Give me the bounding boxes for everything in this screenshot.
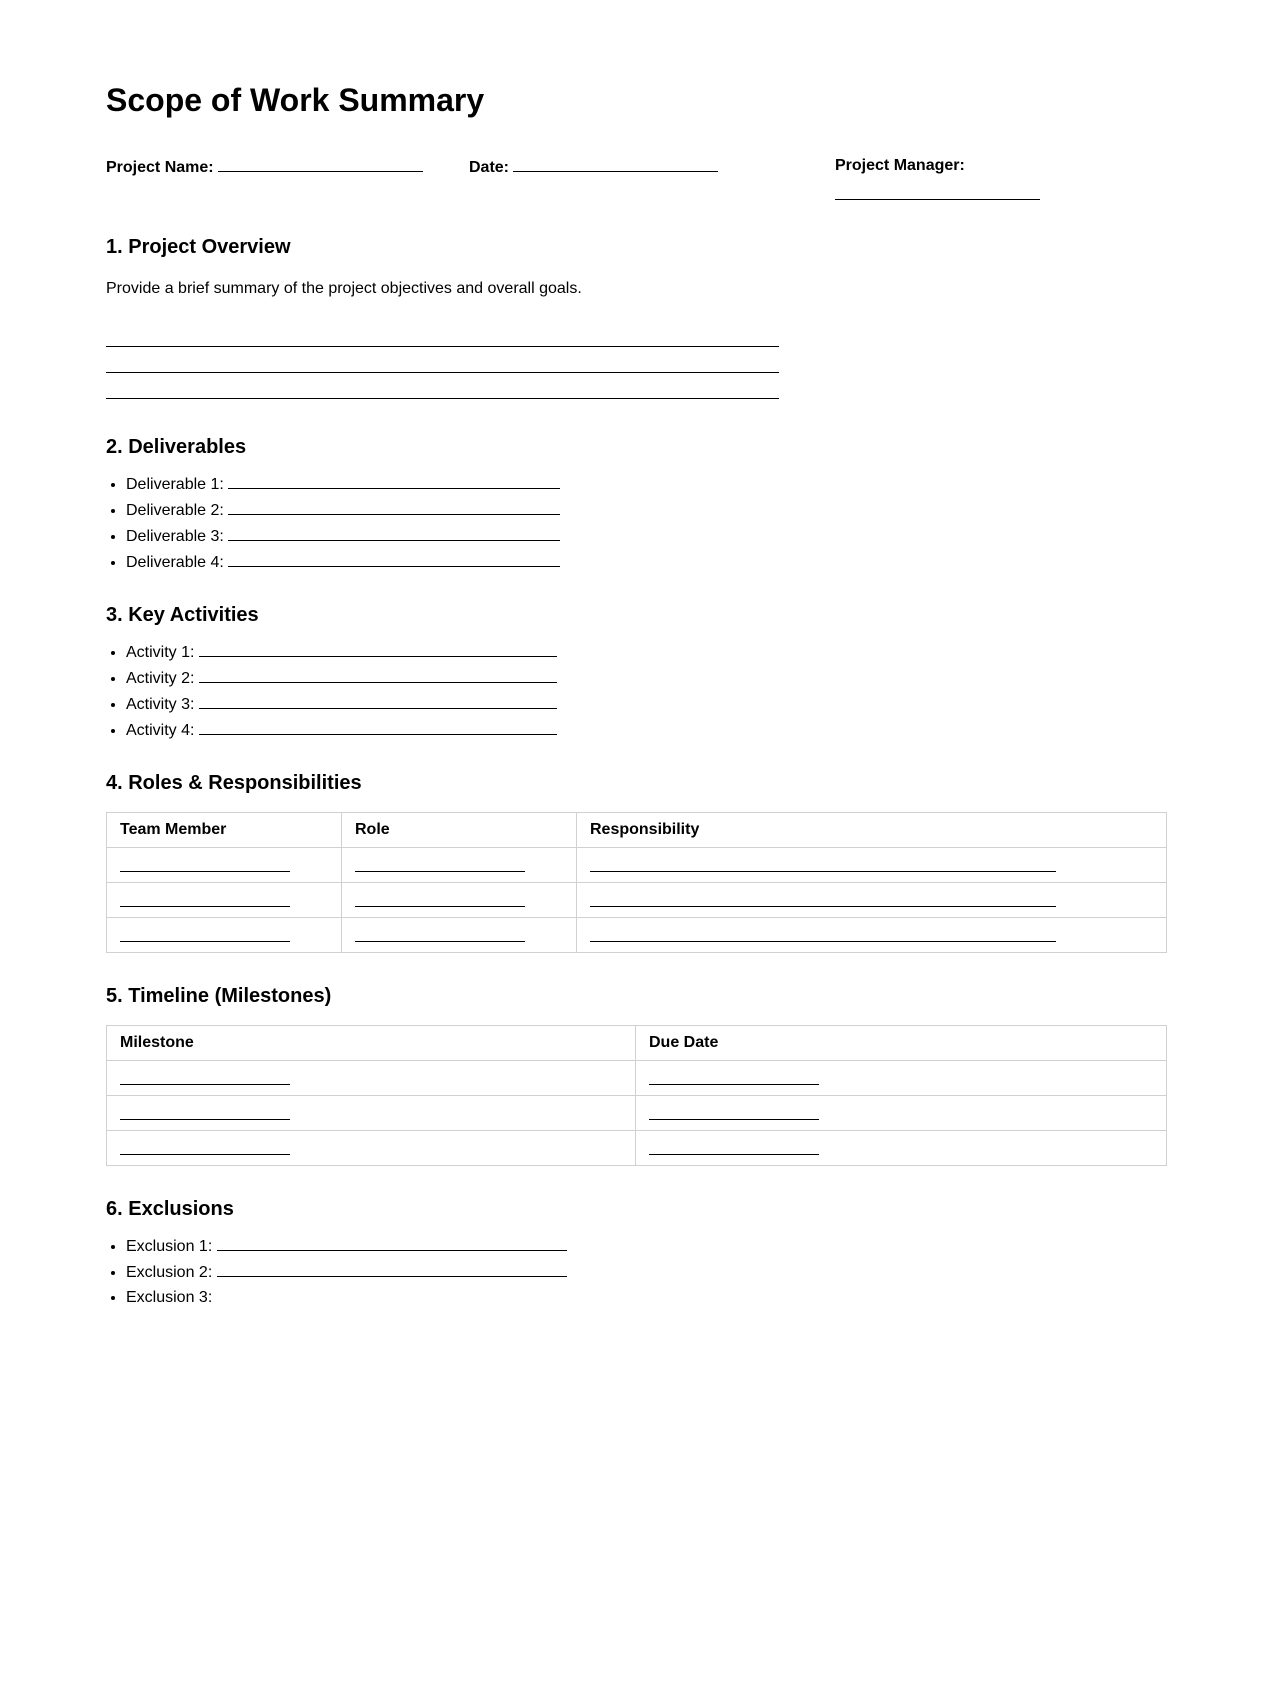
list-item [126,1236,567,1262]
column-header-due-date: Due Date [636,1026,1167,1061]
table-cell [107,1096,636,1131]
team-member-blank[interactable] [120,853,290,872]
column-header-team-member: Team Member [107,813,342,848]
deliverable-blank[interactable] [228,526,560,541]
deliverable-label: Deliverable 4: [126,554,224,571]
list-item [126,1262,567,1288]
deliverable-blank[interactable] [228,500,560,515]
responsibility-blank[interactable] [590,888,1056,907]
timeline-table [106,1025,1167,1166]
overview-line[interactable] [106,398,779,399]
deliverable-label: Deliverable 3: [126,528,224,545]
responsibility-blank[interactable] [590,923,1056,942]
deliverable-label: Deliverable 1: [126,476,224,493]
project-name-label: Project Name: [106,159,214,176]
deliverable-blank[interactable] [228,552,560,567]
team-member-blank[interactable] [120,923,290,942]
table-row [107,1131,1167,1166]
list-item [126,668,557,694]
list-item [126,694,557,720]
date-field [469,157,718,177]
overview-instruction: Provide a brief summary of the project objectives and overall goals. [106,280,582,297]
roles-heading: 4. Roles & Responsibilities [106,772,362,794]
deliverable-label: Deliverable 2: [126,502,224,519]
table-cell [107,1131,636,1166]
table-cell [636,1096,1167,1131]
table-row [107,918,1167,953]
exclusions-list [106,1236,567,1314]
table-cell [107,918,342,953]
list-item [126,1288,567,1314]
activity-blank[interactable] [199,668,557,683]
column-header-responsibility: Responsibility [577,813,1167,848]
table-row [107,1096,1167,1131]
list-item [126,474,560,500]
activity-label: Activity 3: [126,696,195,713]
deliverables-heading: 2. Deliverables [106,436,247,458]
project-manager-blank[interactable] [835,185,1040,200]
table-cell [636,1131,1167,1166]
exclusion-blank[interactable] [217,1236,567,1251]
project-manager-field [835,157,1040,205]
activity-blank[interactable] [199,720,557,735]
list-item [126,720,557,746]
table-cell [342,883,577,918]
responsibility-blank[interactable] [590,853,1056,872]
table-cell [636,1061,1167,1096]
table-cell [577,918,1167,953]
deliverables-list [106,474,560,578]
activities-heading: 3. Key Activities [106,604,259,626]
role-blank[interactable] [355,923,525,942]
project-name-field [106,157,423,177]
table-cell [107,848,342,883]
milestone-blank[interactable] [120,1066,290,1085]
milestone-blank[interactable] [120,1101,290,1120]
timeline-heading: 5. Timeline (Milestones) [106,985,332,1007]
activity-blank[interactable] [199,694,557,709]
activities-list [106,642,557,746]
table-cell [342,918,577,953]
roles-table [106,812,1167,953]
project-manager-label: Project Manager: [835,157,965,174]
due-date-blank[interactable] [649,1101,819,1120]
team-member-blank[interactable] [120,888,290,907]
column-header-milestone: Milestone [107,1026,636,1061]
table-row [107,883,1167,918]
table-cell [107,1061,636,1096]
table-header-row [107,813,1167,848]
list-item [126,500,560,526]
table-cell [107,883,342,918]
role-blank[interactable] [355,888,525,907]
deliverable-blank[interactable] [228,474,560,489]
date-label: Date: [469,159,510,176]
table-cell [342,848,577,883]
exclusion-blank[interactable] [217,1262,567,1277]
table-header-row [107,1026,1167,1061]
overview-line[interactable] [106,346,779,347]
date-blank[interactable] [513,157,718,172]
overview-line[interactable] [106,372,779,373]
project-name-blank[interactable] [218,157,423,172]
overview-heading: 1. Project Overview [106,236,291,258]
list-item [126,552,560,578]
due-date-blank[interactable] [649,1066,819,1085]
exclusion-label: Exclusion 1: [126,1238,213,1255]
table-cell [577,883,1167,918]
milestone-blank[interactable] [120,1136,290,1155]
activity-label: Activity 1: [126,644,195,661]
exclusions-heading: 6. Exclusions [106,1198,234,1220]
list-item [126,642,557,668]
role-blank[interactable] [355,853,525,872]
due-date-blank[interactable] [649,1136,819,1155]
column-header-role: Role [342,813,577,848]
list-item [126,526,560,552]
activity-label: Activity 4: [126,722,195,739]
exclusion-label: Exclusion 3: [126,1289,213,1306]
activity-blank[interactable] [199,642,557,657]
table-cell [577,848,1167,883]
exclusion-label: Exclusion 2: [126,1264,213,1281]
activity-label: Activity 2: [126,670,195,687]
table-row [107,1061,1167,1096]
table-row [107,848,1167,883]
page-title: Scope of Work Summary [106,82,485,118]
